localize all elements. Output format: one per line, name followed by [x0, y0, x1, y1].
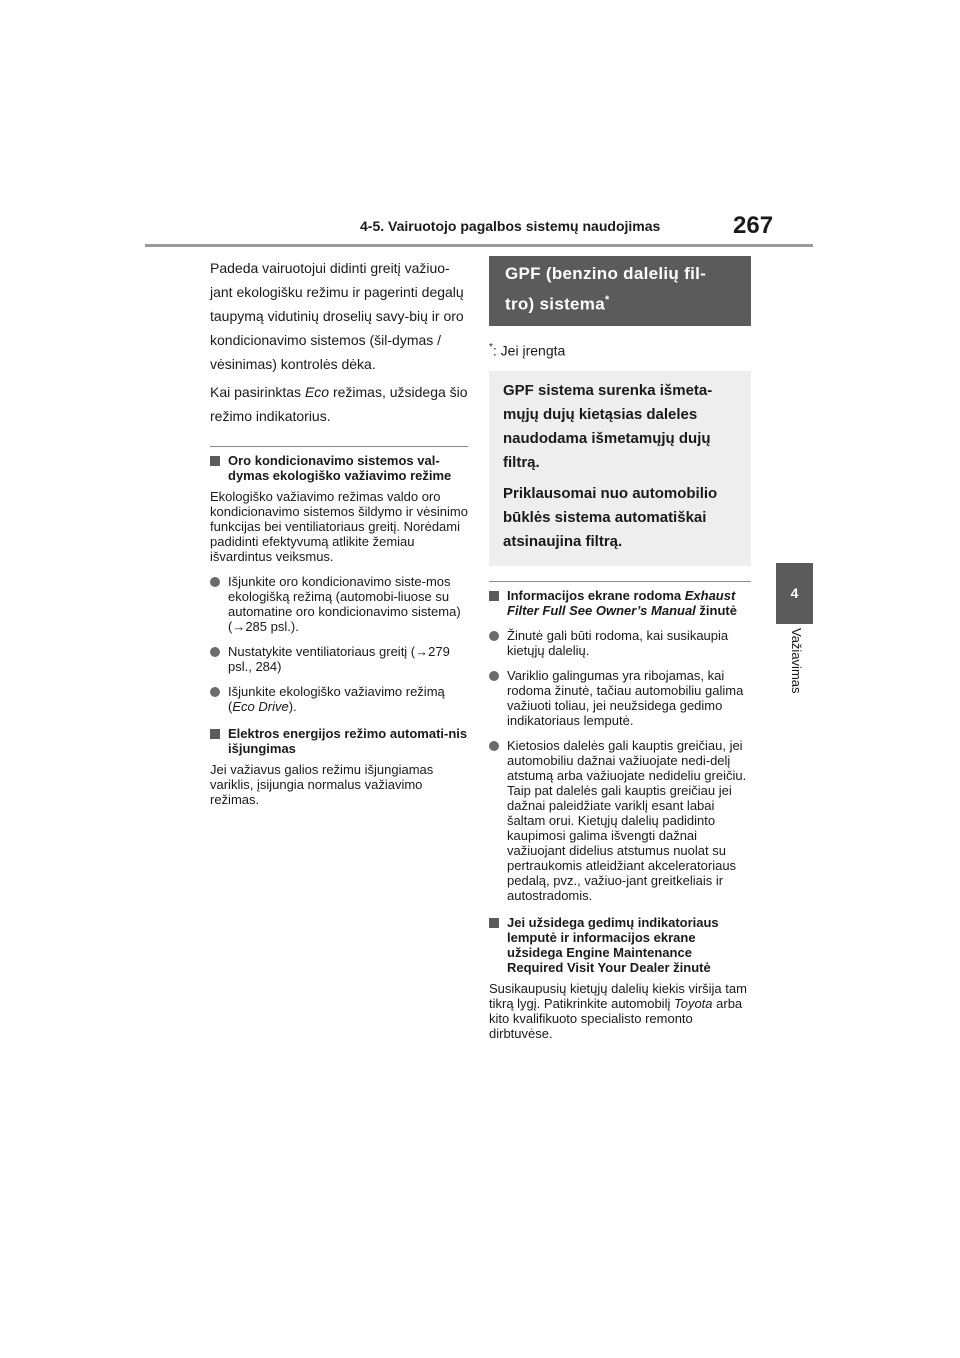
- circle-bullet-icon: [210, 687, 220, 697]
- circle-bullet-icon: [489, 631, 499, 641]
- right-column: [489, 256, 751, 1041]
- square-bullet-icon: [489, 918, 499, 928]
- list-item: Išjunkite ekologiško važiavimo režimą (Eco Drive).: [210, 684, 468, 714]
- summary-text: Priklausomai nuo automobilio būklės sistema automatiškai atsinaujina filtrą.: [503, 485, 718, 551]
- list-item: Išjunkite oro kondicionavimo siste-mos ekologišką režimą (automobi-liuose su automatine oro kondicionavimo sistema) (→285 psl.).: [210, 574, 468, 634]
- section-heading: Informacijos ekrane rodoma Exhaust Filter Full See Owner’s Manual žinutė: [489, 588, 751, 618]
- section-text: Susikaupusių kietųjų dalelių kiekis viršija tam tikrą lygį. Patikrinkite automobilį Toyota arba kito kvalifikuoto specialisto remonto dirbtuvėse.: [489, 981, 747, 1042]
- chapter-tab-label: Važiavimas: [789, 628, 804, 694]
- section-heading: Elektros energijos režimo automati-nis išjungimas: [210, 726, 468, 756]
- chapter-title: 4-5. Vairuotojo pagalbos sistemų naudojimas: [360, 218, 661, 234]
- section-heading: Oro kondicionavimo sistemos val-dymas ekologiško važiavimo režime: [210, 453, 468, 483]
- square-bullet-icon: [210, 729, 220, 739]
- header-divider: [145, 244, 813, 247]
- section-text: Ekologiško važiavimo režimas valdo oro kondicionavimo sistemos šildymo ir vėsinimo funkcijas bei ventiliatoriaus greitį. Norėdami padidinti efektyvumą atlikite žemiau išvardintus veiksmus.: [210, 489, 468, 564]
- circle-bullet-icon: [210, 647, 220, 657]
- circle-bullet-icon: [489, 671, 499, 681]
- list-item: Kietosios dalelės gali kauptis greičiau, jei automobiliu dažnai važiuojate nedi-delį atstumą arba važiuojate nedideliu greičiu. Taip pat dalelės gali kauptis greičiau jei dažnai paleidžiate variklį esant labai šaltam orui. Kietųjų dalelių padidinto kaupimosi galima išvengti dažnai važiuojant didelius atstumus nuolat su pertraukomis atleidžiant akceleratoriaus pedalą, pvz., važiuo-jant greitkeliais ir autostradomis.: [489, 738, 751, 903]
- list-item: Variklio galingumas yra ribojamas, kai rodoma žinutė, tačiau automobiliu galima važiuoti toliau, jei neužsidega gedimo indikatoriaus lemputė.: [489, 668, 751, 728]
- section-text: Jei važiavus galios režimu išjungiamas variklis, įsijungia normalus važiavimo režimas.: [210, 762, 434, 807]
- gpf-section-title: GPF (benzino dalelių fil-tro) sistema*: [489, 256, 751, 326]
- eco-mode-paragraph: Kai pasirinktas Eco režimas, užsidega šio režimo indikatorius.: [210, 384, 468, 424]
- footnote: *: Jei įrengta: [489, 341, 566, 359]
- left-column: [210, 256, 468, 807]
- intro-paragraph: Padeda vairuotojui didinti greitį važiuo-jant ekologišku režimu ir pagerinti degalų taupymą vidutinių droselių savy-bių ir oro kondicionavimo sistemos (šil-dymas / vėsinimas) kontrolės dėka.: [210, 260, 464, 372]
- circle-bullet-icon: [489, 741, 499, 751]
- section-heading: Jei užsidega gedimų indikatoriaus lemputė ir informacijos ekrane užsidega Engine Maintenance Required Visit Your Dealer žinutė: [489, 915, 751, 975]
- list-item: Nustatykite ventiliatoriaus greitį (→279 psl., 284): [210, 644, 468, 674]
- summary-text: GPF sistema surenka išmeta-mųjų dujų kietąsias daleles naudodama išmetamųjų dujų filtrą.: [503, 382, 713, 472]
- chapter-tab[interactable]: 4: [776, 563, 813, 624]
- circle-bullet-icon: [210, 577, 220, 587]
- section-divider: [489, 581, 751, 582]
- list-item: Žinutė gali būti rodoma, kai susikaupia kietųjų dalelių.: [489, 628, 751, 658]
- square-bullet-icon: [489, 591, 499, 601]
- summary-box: [489, 371, 751, 566]
- page-number: 267: [733, 212, 774, 239]
- section-divider: [210, 446, 468, 447]
- square-bullet-icon: [210, 456, 220, 466]
